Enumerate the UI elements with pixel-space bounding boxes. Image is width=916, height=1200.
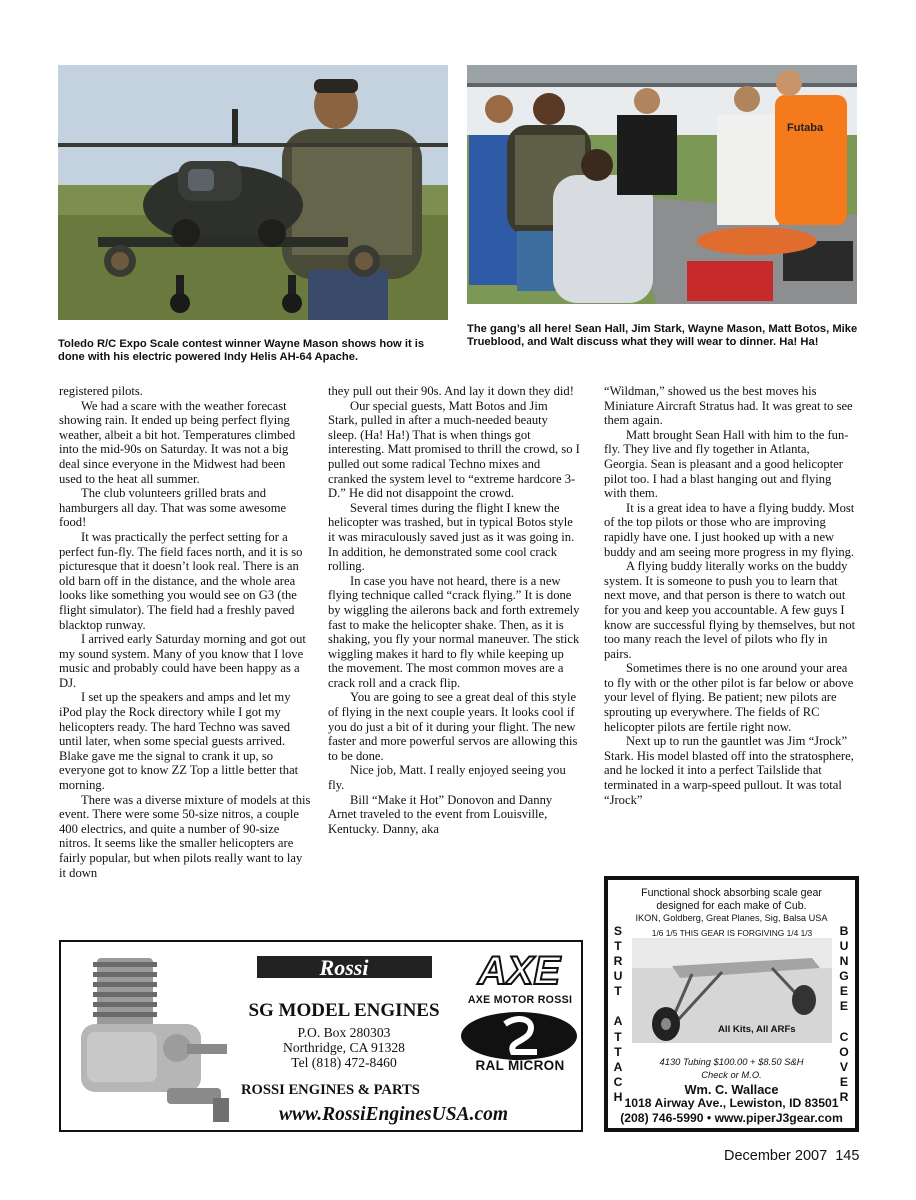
paragraph: Nice job, Matt. I really enjoyed seeing you fly. bbox=[328, 763, 566, 793]
paragraph: Several times during the flight I knew the helicopter was trashed, but in typical Botos style it was miraculously saved just as it was going in. In addition, he demonstrated some cool crack rolling. bbox=[328, 500, 575, 574]
ad-address-line: Northridge, CA 91328 bbox=[283, 1040, 405, 1055]
paragraph: You are going to see a great deal of this style of flying in the next couple years. It looks cool if you do just a bit of it during your flight. The new faster and more powerful servos are allowing this to be done. bbox=[328, 690, 578, 763]
page-number: 145 bbox=[835, 1148, 860, 1164]
letter: E bbox=[839, 999, 849, 1014]
letter: T bbox=[614, 1044, 622, 1059]
ad-company-name: SG MODEL ENGINES bbox=[248, 1000, 440, 1021]
paragraph: Matt brought Sean Hall with him to the fun-fly. They live and fly together in Atlanta, Georgia. Sean is pleasant and a good helicopter pilot too. I had a blast hanging out and flying with them. bbox=[604, 427, 849, 501]
paragraph: We had a scare with the weather forecast showing rain. It ended up being perfect flying weather, albeit a bit hot. Temperatures climbed into the mid-90s on Saturday. It was not a big deal since everyone in the Midwest had been used to the heat all summer. bbox=[59, 398, 296, 486]
axe-logo-text: AXE bbox=[477, 949, 561, 993]
paragraph: they pull out their 90s. And lay it down they did! bbox=[328, 384, 574, 398]
ad-tagline: ROSSI ENGINES & PARTS bbox=[241, 1082, 420, 1098]
paragraph: It is a great idea to have a flying buddy. Most of the top pilots or those who are improving rapidly have one. I just hooked up with a new buddy and am seeing more progress in my flying. bbox=[604, 500, 855, 559]
futaba-shirt-logo: Futaba bbox=[787, 122, 824, 134]
letter: U bbox=[613, 969, 623, 984]
letter: H bbox=[613, 1089, 623, 1104]
ad-vendor-contact: (208) 746-5990 • www.piperJ3gear.com bbox=[620, 1111, 843, 1125]
axe-label: AXE MOTOR ROSSI bbox=[467, 994, 573, 1006]
letter: U bbox=[839, 939, 849, 954]
rossi-logo-text: Rossi bbox=[319, 955, 369, 980]
article-column-2 bbox=[328, 384, 580, 836]
pilots-group-illustration bbox=[467, 65, 857, 304]
letter: A bbox=[613, 1059, 623, 1074]
letter bbox=[611, 999, 625, 1014]
ad-scale-note: 1/6 1/5 THIS GEAR IS FORGIVING 1/4 1/3 bbox=[651, 928, 813, 938]
article-column-1 bbox=[59, 384, 311, 880]
ral-micron-label: RAL MICRON bbox=[475, 1058, 565, 1073]
pilots-group-photo bbox=[467, 65, 857, 304]
apache-helicopter-illustration bbox=[58, 65, 448, 320]
letter: V bbox=[839, 1059, 849, 1074]
paragraph: I set up the speakers and amps and let my iPod play the Rock directory while I got my helicopters ready. The hard Techno was saved until later, when some special guests arrived. Blake gave me the signal to crank it up, so everyone got to know ZZ Top a little better that morning. bbox=[59, 690, 299, 793]
wallace-gear-ad bbox=[604, 876, 859, 1132]
ad-headline: Functional shock absorbing scale gear bbox=[641, 887, 822, 899]
ad-phone: Tel (818) 472-8460 bbox=[291, 1055, 397, 1070]
letter: S bbox=[613, 924, 623, 938]
paragraph: In case you have not heard, there is a new flying technique called “crack flying.” It is done by wiggling the ailerons back and forth extremely fast to make the helicopter shake. Then, as it is shaking, you fly your normal maneuver. The stick wiggling makes it hard to fly while keeping up the movement. The most common moves are a crack roll and a crack flip. bbox=[328, 573, 580, 690]
letter: T bbox=[614, 939, 622, 954]
model-engine-image bbox=[67, 948, 235, 1126]
letter: C bbox=[839, 1029, 849, 1044]
issue-date: December 2007 bbox=[724, 1148, 828, 1164]
photo-caption-right: The gang’s all here! Sean Hall, Jim Stark, Wayne Mason, Matt Botos, Mike Trueblood, and Walt discuss what they will wear to dinner. Ha! Ha! bbox=[467, 323, 858, 349]
letter: N bbox=[839, 954, 849, 969]
ad-vendor-name: Wm. C. Wallace bbox=[684, 1082, 779, 1097]
letter: O bbox=[839, 1044, 849, 1059]
paragraph: A flying buddy literally works on the buddy system. It is someone to push you to learn that next move, and that person is there to watch out for you and keep you accountable. A few guys I know are successful flying by themselves, but not too many reach the level of pilots who fly in pairs. bbox=[604, 559, 856, 661]
rossi-logo bbox=[257, 950, 432, 984]
paragraph: The club volunteers grilled brats and hamburgers all day. That was some awesome food! bbox=[59, 486, 287, 530]
page-footer bbox=[724, 1148, 859, 1164]
rossi-engines-ad bbox=[59, 940, 583, 1132]
letter: T bbox=[614, 1029, 622, 1044]
paragraph: registered pilots. bbox=[59, 384, 143, 398]
article-column-3 bbox=[604, 384, 856, 807]
ad-headline: designed for each make of Cub. bbox=[656, 900, 807, 912]
letter: G bbox=[839, 969, 849, 984]
letter: A bbox=[613, 1014, 623, 1029]
ad-website-link[interactable]: www.RossiEnginesUSA.com bbox=[279, 1104, 509, 1125]
photo-caption-left: Toledo R/C Expo Scale contest winner Wayne Mason shows how it is done with his electric powered Indy Helis AH-64 Apache. bbox=[58, 338, 425, 364]
ad-address-line: P.O. Box 280303 bbox=[297, 1025, 391, 1040]
letter: E bbox=[839, 984, 849, 999]
letter bbox=[837, 1015, 851, 1030]
ad-price: 4130 Tubing $100.00 + $8.50 S&H bbox=[659, 1056, 804, 1067]
apache-helicopter-photo bbox=[58, 65, 448, 320]
letter: B bbox=[839, 924, 849, 938]
ad-brands: IKON, Goldberg, Great Planes, Sig, Balsa USA bbox=[635, 913, 828, 923]
letter: C bbox=[613, 1074, 623, 1089]
paragraph: Sometimes there is no one around your area to fly with or the other pilot is far below or above your level of flying. Be patient; new pilots are sprouting up everywhere. The fields of RC helicopter pilots are fertile right now. bbox=[604, 661, 854, 734]
paragraph: There was a diverse mixture of models at this event. There were some 50-size nitros, a couple 400 electrics, and quite a number of 90-size nitros. It seems like the smaller helicopters are fairly popular, but when pilots really want to lay it down bbox=[59, 792, 311, 880]
paragraph: “Wildman,” showed us the best moves his Miniature Aircraft Stratus had. It was great to see them again. bbox=[604, 384, 853, 428]
paragraph: Bill “Make it Hot” Donovon and Danny Arnet traveled to the event from Louisville, Kentucky. Danny, aka bbox=[328, 792, 553, 836]
letter: T bbox=[614, 984, 622, 999]
ad-payment-note: Check or M.O. bbox=[701, 1069, 762, 1080]
paragraph: I arrived early Saturday morning and got out my sound system. Many of you know that I love music and probably could have been happy as a DJ. bbox=[59, 632, 306, 690]
letter: E bbox=[839, 1074, 849, 1089]
letter: R bbox=[613, 954, 623, 969]
ad-vendor-address: 1018 Airway Ave., Lewiston, ID 83501 bbox=[624, 1096, 839, 1110]
letter: R bbox=[839, 1089, 849, 1104]
paragraph: It was practically the perfect setting for a perfect fun-fly. The field faces north, and it is so picturesque that it doesn’t look real. There is an old barn off in the distance, and the whole area looks like something you would see on G3 (the flight simulator). The field had a freshly paved blacktop runway. bbox=[59, 529, 303, 632]
paragraph: Our special guests, Matt Botos and Jim Stark, pulled in after a much-needed beauty sleep. (Ha! Ha!) That is when things got interesting. Matt promised to thrill the crowd, so I pulled out some radical Techno mixes and cranked the system level to “extreme hardcore 3-D.” He did not disappoint the crowd. bbox=[328, 398, 580, 501]
ad-kits-label: All Kits, All ARFs bbox=[718, 1024, 796, 1035]
paragraph: Next up to run the gauntlet was Jim “Jrock” Stark. His model blasted off into the stratosphere, and he locked it into a perfect Tailslide that terminated in a warp-speed pullout. It was total “Jrock” bbox=[604, 734, 854, 807]
